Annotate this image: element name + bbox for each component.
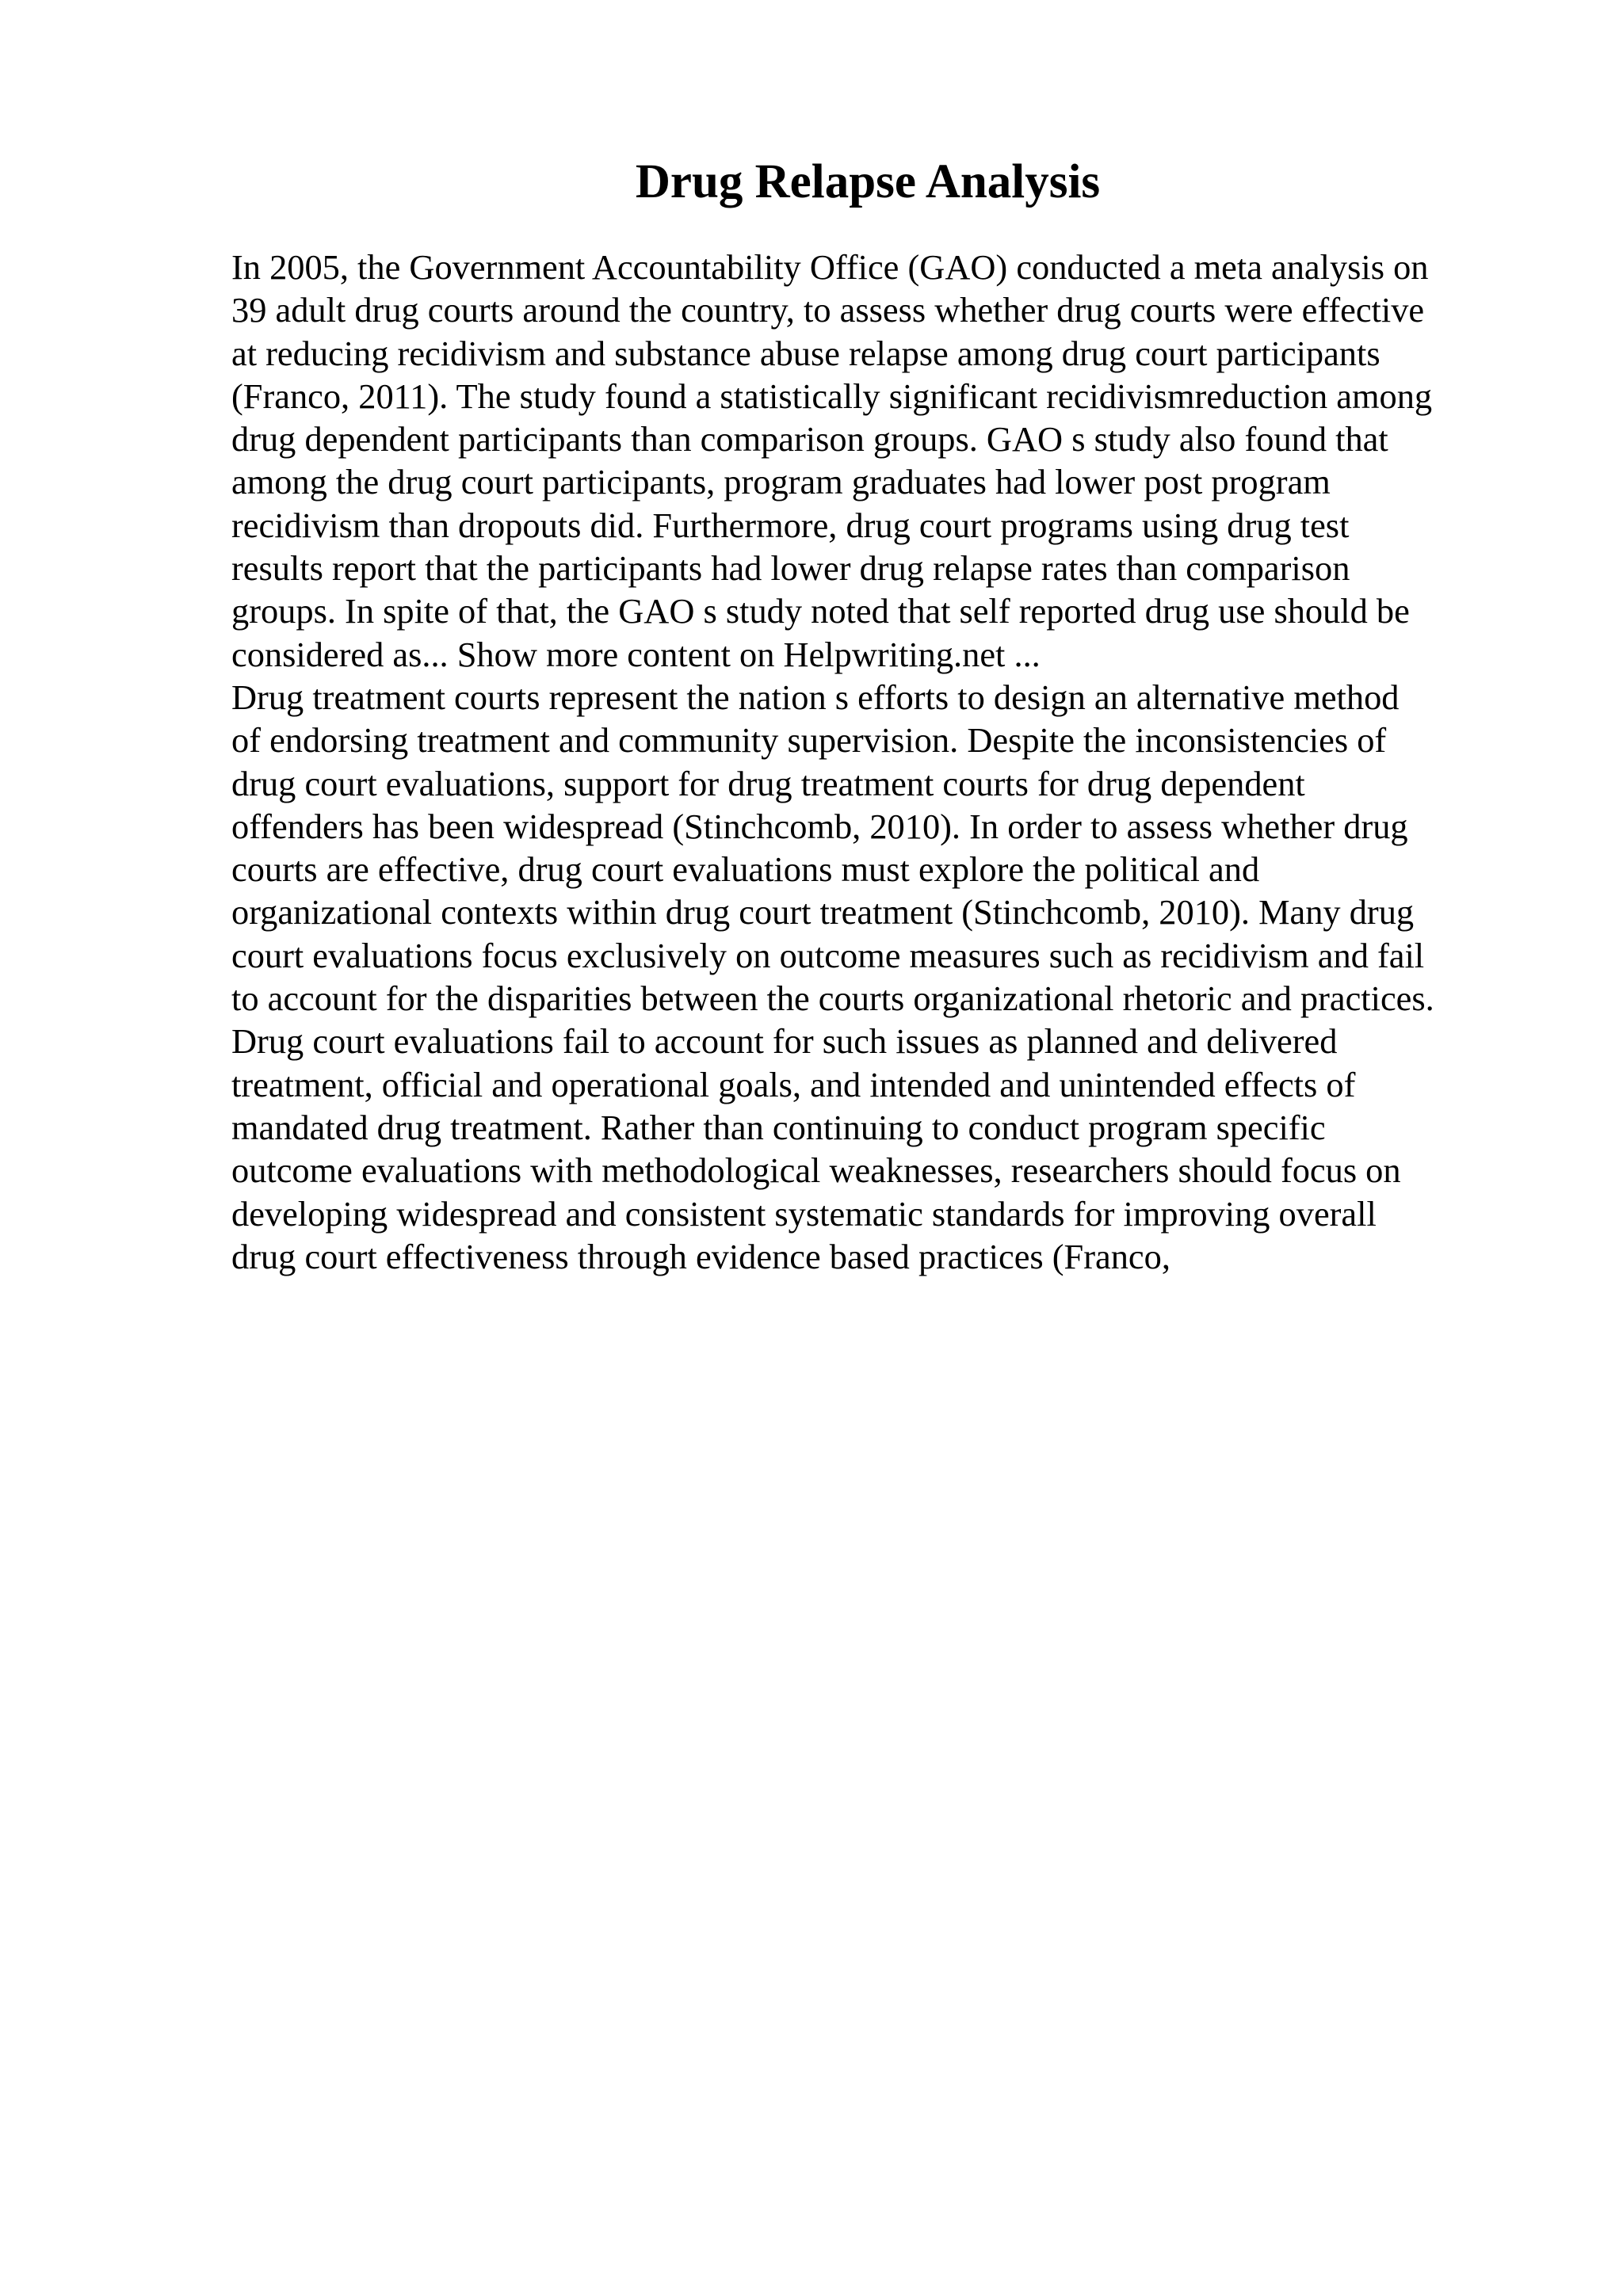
body-line: Drug treatment courts represent the nation s efforts to design an alternative method xyxy=(231,677,1400,717)
body-line: In 2005, the Government Accountability Office (GAO) conducted a meta analysis on xyxy=(231,247,1429,287)
body-line: considered as... Show more content on Helpwriting.net ... xyxy=(231,634,1041,674)
body-line: organizational contexts within drug court treatment (Stinchcomb, 2010). Many drug xyxy=(231,892,1415,933)
body-line: Drug court evaluations fail to account for such issues as planned and delivered xyxy=(231,1021,1338,1062)
body-line: groups. In spite of that, the GAO s study noted that self reported drug use should be xyxy=(231,591,1410,631)
body-line: court evaluations focus exclusively on outcome measures such as recidivism and fail xyxy=(231,935,1425,975)
body-line: of endorsing treatment and community supervision. Despite the inconsistencies of xyxy=(231,720,1387,761)
body-line: outcome evaluations with methodological weaknesses, researchers should focus on xyxy=(231,1150,1401,1191)
body-line: drug dependent participants than comparison groups. GAO s study also found that xyxy=(231,419,1388,460)
body-line: recidivism than dropouts did. Furthermore, drug court programs using drug test xyxy=(231,505,1350,545)
document-body xyxy=(231,246,1499,1278)
body-line: to account for the disparities between the courts organizational rhetoric and practices. xyxy=(231,978,1434,1019)
body-line: drug court evaluations, support for drug treatment courts for drug dependent xyxy=(231,763,1305,803)
body-line: among the drug court participants, program graduates had lower post program xyxy=(231,462,1331,502)
document-title: Drug Relapse Analysis xyxy=(635,155,1101,208)
body-line: offenders has been widespread (Stinchcomb, 2010). In order to assess whether drug xyxy=(231,806,1408,846)
body-line: (Franco, 2011). The study found a statistically significant recidivismreduction among xyxy=(231,376,1433,416)
body-line: 39 adult drug courts around the country, to assess whether drug courts were effective xyxy=(231,290,1425,330)
body-line: at reducing recidivism and substance abuse relapse among drug court participants xyxy=(231,333,1381,373)
body-line: treatment, official and operational goals, and intended and unintended effects of xyxy=(231,1064,1356,1104)
body-line: courts are effective, drug court evaluations must explore the political and xyxy=(231,849,1260,890)
body-line: drug court effectiveness through evidence based practices (Franco, xyxy=(231,1236,1170,1276)
body-line: mandated drug treatment. Rather than continuing to conduct program specific xyxy=(231,1107,1326,1147)
body-line: results report that the participants had lower drug relapse rates than comparison xyxy=(231,548,1350,589)
body-line: developing widespread and consistent systematic standards for improving overall xyxy=(231,1193,1377,1234)
